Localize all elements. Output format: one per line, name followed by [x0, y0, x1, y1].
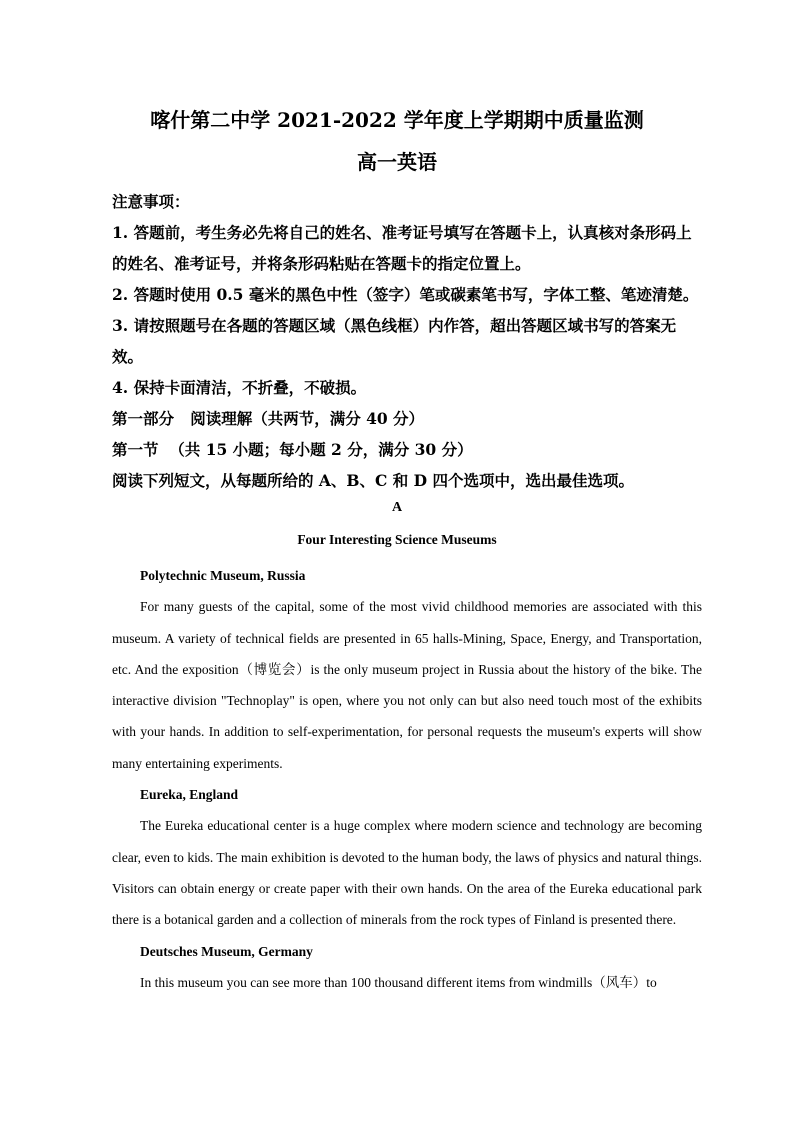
passage-title: Four Interesting Science Museums	[297, 532, 497, 547]
subsection-heading: 第一节 （共 15 小题；每小题 2 分，满分 30 分）	[112, 440, 473, 459]
instruction-item-4: 4. 保持卡面清洁，不折叠，不破损。	[112, 378, 367, 397]
instruction-item-2: 2. 答题时使用 0.5 毫米的黑色中性（签字）笔或碳素笔书写，字体工整、笔迹清楚。	[112, 285, 699, 304]
exam-subject: 高一英语	[357, 150, 437, 174]
part-heading: 第一部分 阅读理解（共两节，满分 40 分）	[112, 409, 425, 428]
instructions-heading: 注意事项：	[112, 192, 190, 211]
museum-paragraph: The Eureka educational center is a huge complex where modern science and technology are becoming clear, even to kids. The main exhibition is devoted to the human body, the laws of physics and natural things. Visitors can obtain energy or create paper with their own hands. On the area of the Eureka educational park there is a botanical garden and a collection of minerals from the rock types of Finland is presented there.	[112, 818, 702, 928]
instruction-item-1: 1. 答题前，考生务必先将自己的姓名、准考证号填写在答题卡上，认真核对条形码上的姓名、准考证号，并将条形码粘贴在答题卡的指定位置上。	[112, 223, 692, 273]
museum-heading: Eureka, England	[140, 787, 239, 803]
museum-heading: Deutsches Museum, Germany	[140, 943, 313, 959]
instructions-block	[112, 186, 702, 496]
museum-paragraph: For many guests of the capital, some of the most vivid childhood memories are associated with this museum. A variety of technical fields are presented in 65 halls-Mining, Space, Energy, and Transportation, etc. And the exposition（博览会）is the only museum project in Russia about the history of the bike. The interactive division "Technoplay" is open, where you not only can but also need touch most of the exhibits with your hands. In addition to self-experimentation, for personal requests the museum's experts will show many entertaining experiments.	[112, 599, 702, 771]
directions: 阅读下列短文，从每题所给的 A、B、C 和 D 四个选项中，选出最佳选项。	[112, 471, 634, 490]
instruction-item-3: 3. 请按照题号在各题的答题区域（黑色线框）内作答，超出答题区域书写的答案无效。	[112, 316, 677, 366]
museum-heading: Polytechnic Museum, Russia	[140, 568, 306, 583]
passage-body	[112, 560, 702, 998]
passage-label: A	[391, 500, 403, 515]
museum-paragraph: In this museum you can see more than 100 thousand different items from windmills（风车）to	[140, 974, 657, 990]
exam-title: 喀什第二中学 2021-2022 学年度上学期期中质量监测	[150, 108, 644, 132]
